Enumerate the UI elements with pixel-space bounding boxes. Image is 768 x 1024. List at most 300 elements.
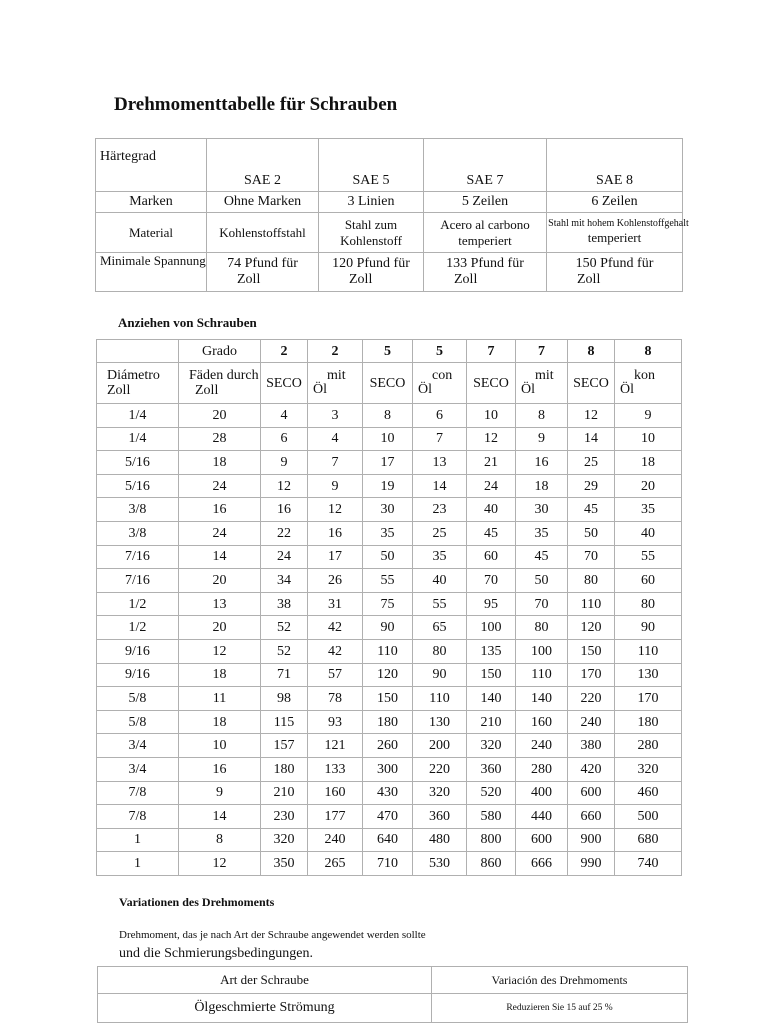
tension-unit: Zoll <box>349 272 373 287</box>
grade-cell: 2 <box>308 340 363 363</box>
condition-line1: con <box>432 368 453 383</box>
condition-cell <box>615 363 682 404</box>
torque-value-cell: 93 <box>308 710 363 734</box>
tension-unit: Zoll <box>454 272 478 287</box>
threads-cell: 20 <box>179 569 261 593</box>
torque-value-cell: 38 <box>261 592 308 616</box>
torque-value-cell: 320 <box>261 828 308 852</box>
marks-cell: 5 Zeilen <box>424 192 547 213</box>
torque-value-cell: 16 <box>516 451 568 475</box>
torque-value-cell: 170 <box>615 687 682 711</box>
grade-cell: 5 <box>363 340 413 363</box>
empty-cell <box>97 340 179 363</box>
threads-header <box>179 363 261 404</box>
torque-value-cell: 65 <box>413 616 467 640</box>
torque-value-cell: 150 <box>363 687 413 711</box>
diameter-cell: 5/16 <box>97 451 179 475</box>
torque-value-cell: 160 <box>308 781 363 805</box>
torque-value-cell: 210 <box>467 710 516 734</box>
condition-cell <box>308 363 363 404</box>
torque-value-cell: 17 <box>308 545 363 569</box>
torque-value-cell: 666 <box>516 852 568 876</box>
diameter-cell: 1/4 <box>97 404 179 428</box>
table-row <box>97 828 682 852</box>
threads-cell: 18 <box>179 451 261 475</box>
threads-cell: 8 <box>179 828 261 852</box>
torque-value-cell: 45 <box>516 545 568 569</box>
torque-value-cell: 430 <box>363 781 413 805</box>
condition-cell <box>516 363 568 404</box>
torque-value-cell: 130 <box>615 663 682 687</box>
torque-value-cell: 157 <box>261 734 308 758</box>
material-cell <box>319 213 424 253</box>
torque-value-cell: 10 <box>363 427 413 451</box>
torque-value-cell: 3 <box>308 404 363 428</box>
torque-value-cell: 640 <box>363 828 413 852</box>
torque-value-cell: 70 <box>467 569 516 593</box>
torque-value-cell: 55 <box>413 592 467 616</box>
marks-label: Marken <box>96 192 207 213</box>
section-heading-tightening: Anziehen von Schrauben <box>118 315 257 330</box>
torque-variation-header: Variación des Drehmoments <box>432 967 688 994</box>
diameter-cell: 7/8 <box>97 781 179 805</box>
condition-cell: SECO <box>568 363 615 404</box>
torque-value-cell: 660 <box>568 805 615 829</box>
torque-value-cell: 420 <box>568 757 615 781</box>
tension-unit: Zoll <box>237 272 261 287</box>
torque-value-cell: 25 <box>568 451 615 475</box>
torque-value-cell: 10 <box>467 404 516 428</box>
grades-table <box>95 138 689 292</box>
grade-cell: SAE 8 <box>547 139 683 192</box>
threads-cell: 14 <box>179 545 261 569</box>
torque-value-cell: 360 <box>467 757 516 781</box>
torque-value-cell: 110 <box>413 687 467 711</box>
material-cell <box>547 213 689 253</box>
diameter-cell: 1 <box>97 852 179 876</box>
torque-value-cell: 110 <box>363 639 413 663</box>
torque-value-cell: 180 <box>615 710 682 734</box>
diameter-cell: 7/8 <box>97 805 179 829</box>
diameter-cell: 3/4 <box>97 757 179 781</box>
torque-value-cell: 52 <box>261 639 308 663</box>
torque-value-cell: 860 <box>467 852 516 876</box>
torque-value-cell: 320 <box>615 757 682 781</box>
material-cell <box>207 213 319 253</box>
table-row <box>97 781 682 805</box>
torque-value-cell: 40 <box>467 498 516 522</box>
diameter-cell: 1/4 <box>97 427 179 451</box>
condition-line2: Öl <box>521 382 535 397</box>
diameter-cell: 9/16 <box>97 639 179 663</box>
grade-cell: 7 <box>467 340 516 363</box>
torque-value-cell: 45 <box>568 498 615 522</box>
torque-value-cell: 9 <box>615 404 682 428</box>
tension-label: Minimale Spannung <box>96 253 207 292</box>
torque-value-cell: 150 <box>467 663 516 687</box>
torque-value-cell: 121 <box>308 734 363 758</box>
diameter-cell: 9/16 <box>97 663 179 687</box>
torque-value-cell: 70 <box>568 545 615 569</box>
torque-value-cell: 80 <box>413 639 467 663</box>
torque-value-cell: 500 <box>615 805 682 829</box>
torque-value-cell: 140 <box>516 687 568 711</box>
diameter-cell: 1/2 <box>97 592 179 616</box>
threads-cell: 16 <box>179 498 261 522</box>
torque-value-cell: 530 <box>413 852 467 876</box>
torque-value-cell: 60 <box>467 545 516 569</box>
torque-value-cell: 240 <box>568 710 615 734</box>
torque-value-cell: 300 <box>363 757 413 781</box>
condition-line1: mit <box>327 368 346 383</box>
torque-value-cell: 55 <box>615 545 682 569</box>
torque-value-cell: 800 <box>467 828 516 852</box>
torque-value-cell: 600 <box>516 828 568 852</box>
diameter-line2: Zoll <box>107 383 131 398</box>
table-row <box>97 734 682 758</box>
torque-value-cell: 520 <box>467 781 516 805</box>
diameter-cell: 7/16 <box>97 569 179 593</box>
condition-cell: SECO <box>261 363 308 404</box>
condition-line1: kon <box>634 368 655 383</box>
torque-value-cell: 90 <box>615 616 682 640</box>
tension-value: 150 Pfund für <box>575 256 654 271</box>
torque-value-cell: 30 <box>363 498 413 522</box>
table-row <box>97 404 682 428</box>
material-line1: Stahl zum <box>344 216 398 232</box>
tension-cell <box>319 253 424 292</box>
torque-value-cell: 280 <box>615 734 682 758</box>
tension-value: 120 Pfund für <box>332 256 410 271</box>
torque-value-cell: 30 <box>516 498 568 522</box>
torque-value-cell: 140 <box>467 687 516 711</box>
threads-cell: 12 <box>179 852 261 876</box>
torque-value-cell: 78 <box>308 687 363 711</box>
condition-line2: Öl <box>418 382 432 397</box>
torque-value-cell: 200 <box>413 734 467 758</box>
material-line2: temperiert <box>587 229 642 245</box>
torque-value-cell: 280 <box>516 757 568 781</box>
diameter-cell: 5/16 <box>97 474 179 498</box>
torque-value-cell: 25 <box>413 521 467 545</box>
torque-value-cell: 55 <box>363 569 413 593</box>
torque-value-cell: 35 <box>363 521 413 545</box>
torque-value-cell: 80 <box>615 592 682 616</box>
torque-value-cell: 40 <box>413 569 467 593</box>
torque-value-cell: 8 <box>363 404 413 428</box>
variation-header-row <box>98 967 688 994</box>
torque-value-cell: 14 <box>568 427 615 451</box>
threads-cell: 20 <box>179 616 261 640</box>
torque-value-cell: 50 <box>363 545 413 569</box>
table-row <box>97 569 682 593</box>
torque-value-cell: 57 <box>308 663 363 687</box>
torque-value-cell: 13 <box>413 451 467 475</box>
torque-value-cell: 580 <box>467 805 516 829</box>
grade-cell: 5 <box>413 340 467 363</box>
torque-table <box>96 339 682 876</box>
tension-cell <box>547 253 683 292</box>
torque-value-cell: 34 <box>261 569 308 593</box>
torque-value-cell: 900 <box>568 828 615 852</box>
threads-cell: 20 <box>179 404 261 428</box>
threads-cell: 28 <box>179 427 261 451</box>
torque-value-cell: 50 <box>516 569 568 593</box>
diameter-cell: 7/16 <box>97 545 179 569</box>
torque-value-cell: 12 <box>308 498 363 522</box>
torque-value-cell: 19 <box>363 474 413 498</box>
torque-value-cell: 42 <box>308 639 363 663</box>
torque-value-cell: 710 <box>363 852 413 876</box>
material-line2: temperiert <box>458 232 512 248</box>
diameter-cell: 3/4 <box>97 734 179 758</box>
tension-cell <box>207 253 319 292</box>
torque-value-cell: 17 <box>363 451 413 475</box>
diameter-cell: 1 <box>97 828 179 852</box>
diameter-header <box>97 363 179 404</box>
torque-value-cell: 12 <box>568 404 615 428</box>
torque-grade-row <box>97 340 682 363</box>
threads-cell: 24 <box>179 474 261 498</box>
torque-value-cell: 23 <box>413 498 467 522</box>
torque-value-cell: 100 <box>516 639 568 663</box>
torque-value-cell: 110 <box>568 592 615 616</box>
marks-row <box>96 192 683 213</box>
torque-value-cell: 45 <box>467 521 516 545</box>
diameter-cell: 3/8 <box>97 498 179 522</box>
torque-value-cell: 110 <box>516 663 568 687</box>
torque-value-cell: 110 <box>615 639 682 663</box>
torque-value-cell: 4 <box>308 427 363 451</box>
torque-value-cell: 220 <box>568 687 615 711</box>
torque-value-cell: 6 <box>413 404 467 428</box>
torque-value-cell: 240 <box>308 828 363 852</box>
marks-cell: Ohne Marken <box>207 192 319 213</box>
torque-value-cell: 75 <box>363 592 413 616</box>
diameter-cell: 5/8 <box>97 710 179 734</box>
condition-cell <box>413 363 467 404</box>
description-line2: und die Schmierungsbedingungen. <box>119 946 314 961</box>
torque-value-cell: 400 <box>516 781 568 805</box>
torque-value-cell: 320 <box>467 734 516 758</box>
threads-cell: 18 <box>179 663 261 687</box>
torque-value-cell: 50 <box>568 521 615 545</box>
torque-value-cell: 4 <box>261 404 308 428</box>
torque-value-cell: 20 <box>615 474 682 498</box>
page-title: Drehmomenttabelle für Schrauben <box>114 94 398 115</box>
threads-line1: Fäden durch <box>189 368 259 383</box>
torque-value-cell: 150 <box>568 639 615 663</box>
torque-value-cell: 90 <box>413 663 467 687</box>
condition-line1: mit <box>535 368 554 383</box>
torque-value-cell: 29 <box>568 474 615 498</box>
bolt-type-header: Art der Schraube <box>98 967 432 994</box>
grades-header-row <box>96 139 683 192</box>
table-row <box>97 498 682 522</box>
table-row <box>97 474 682 498</box>
material-cell <box>424 213 547 253</box>
condition-cell: SECO <box>467 363 516 404</box>
table-row <box>97 757 682 781</box>
condition-cell: SECO <box>363 363 413 404</box>
torque-value-cell: 210 <box>261 781 308 805</box>
condition-line2: Öl <box>620 382 634 397</box>
threads-cell: 13 <box>179 592 261 616</box>
grade-label: Grado <box>179 340 261 363</box>
grade-cell: SAE 2 <box>207 139 319 192</box>
table-row <box>97 663 682 687</box>
torque-value-cell: 480 <box>413 828 467 852</box>
torque-value-cell: 260 <box>363 734 413 758</box>
torque-value-cell: 80 <box>568 569 615 593</box>
torque-value-cell: 160 <box>516 710 568 734</box>
torque-value-cell: 240 <box>516 734 568 758</box>
torque-value-cell: 71 <box>261 663 308 687</box>
torque-value-cell: 100 <box>467 616 516 640</box>
threads-cell: 9 <box>179 781 261 805</box>
variation-row <box>98 994 688 1023</box>
torque-value-cell: 177 <box>308 805 363 829</box>
torque-value-cell: 180 <box>261 757 308 781</box>
torque-value-cell: 740 <box>615 852 682 876</box>
torque-value-cell: 9 <box>261 451 308 475</box>
tension-unit: Zoll <box>577 272 601 287</box>
torque-value-cell: 12 <box>261 474 308 498</box>
torque-value-cell: 680 <box>615 828 682 852</box>
tension-cell <box>424 253 547 292</box>
grade-cell: 8 <box>568 340 615 363</box>
torque-value-cell: 80 <box>516 616 568 640</box>
material-line1: Acero al carbono <box>440 216 530 232</box>
torque-value-cell: 220 <box>413 757 467 781</box>
torque-value-cell: 26 <box>308 569 363 593</box>
grade-cell: SAE 5 <box>319 139 424 192</box>
marks-cell: 3 Linien <box>319 192 424 213</box>
torque-value-cell: 350 <box>261 852 308 876</box>
condition-line2: Öl <box>313 382 327 397</box>
table-row <box>97 451 682 475</box>
torque-value-cell: 320 <box>413 781 467 805</box>
torque-value-cell: 14 <box>413 474 467 498</box>
torque-value-cell: 16 <box>308 521 363 545</box>
torque-value-cell: 52 <box>261 616 308 640</box>
table-row <box>97 545 682 569</box>
diameter-cell: 1/2 <box>97 616 179 640</box>
threads-cell: 11 <box>179 687 261 711</box>
torque-value-cell: 35 <box>413 545 467 569</box>
torque-value-cell: 470 <box>363 805 413 829</box>
torque-value-cell: 7 <box>308 451 363 475</box>
torque-value-cell: 990 <box>568 852 615 876</box>
threads-cell: 10 <box>179 734 261 758</box>
torque-value-cell: 60 <box>615 569 682 593</box>
diameter-cell: 5/8 <box>97 687 179 711</box>
variation-table <box>97 966 688 1023</box>
threads-cell: 18 <box>179 710 261 734</box>
torque-value-cell: 35 <box>516 521 568 545</box>
grade-cell: 2 <box>261 340 308 363</box>
tension-value: 133 Pfund für <box>446 256 524 271</box>
torque-value-cell: 130 <box>413 710 467 734</box>
torque-value-cell: 16 <box>261 498 308 522</box>
torque-value-cell: 9 <box>516 427 568 451</box>
torque-value-cell: 70 <box>516 592 568 616</box>
threads-cell: 24 <box>179 521 261 545</box>
torque-value-cell: 22 <box>261 521 308 545</box>
torque-value-cell: 170 <box>568 663 615 687</box>
torque-value-cell: 98 <box>261 687 308 711</box>
threads-cell: 14 <box>179 805 261 829</box>
torque-value-cell: 120 <box>363 663 413 687</box>
torque-value-cell: 9 <box>308 474 363 498</box>
grade-cell: SAE 7 <box>424 139 547 192</box>
torque-value-cell: 12 <box>467 427 516 451</box>
table-row <box>97 616 682 640</box>
threads-cell: 16 <box>179 757 261 781</box>
torque-condition-row <box>97 363 682 404</box>
torque-value-cell: 440 <box>516 805 568 829</box>
material-label: Material <box>96 213 207 253</box>
torque-value-cell: 7 <box>413 427 467 451</box>
torque-value-cell: 18 <box>615 451 682 475</box>
torque-value-cell: 21 <box>467 451 516 475</box>
torque-value-cell: 133 <box>308 757 363 781</box>
torque-value-cell: 42 <box>308 616 363 640</box>
grade-cell: 7 <box>516 340 568 363</box>
material-line2: Kohlenstoff <box>340 232 402 248</box>
torque-value-cell: 460 <box>615 781 682 805</box>
material-row <box>96 213 683 253</box>
torque-value-cell: 10 <box>615 427 682 451</box>
table-row <box>97 805 682 829</box>
section-heading-variations: Variationen des Drehmoments <box>119 895 275 909</box>
torque-value-cell: 18 <box>516 474 568 498</box>
torque-value-cell: 265 <box>308 852 363 876</box>
torque-value-cell: 24 <box>261 545 308 569</box>
material-line1: Kohlenstoffstahl <box>219 224 306 240</box>
table-row <box>97 592 682 616</box>
marks-cell: 6 Zeilen <box>547 192 683 213</box>
torque-value-cell: 40 <box>615 521 682 545</box>
torque-value-cell: 6 <box>261 427 308 451</box>
torque-value-cell: 90 <box>363 616 413 640</box>
bolt-type-cell: Ölgeschmierte Strömung <box>98 994 432 1023</box>
threads-cell: 12 <box>179 639 261 663</box>
torque-value-cell: 380 <box>568 734 615 758</box>
table-row <box>97 687 682 711</box>
torque-value-cell: 35 <box>615 498 682 522</box>
torque-value-cell: 360 <box>413 805 467 829</box>
tension-row <box>96 253 683 292</box>
grade-cell: 8 <box>615 340 682 363</box>
table-row <box>97 852 682 876</box>
tension-value: 74 Pfund für <box>227 256 298 271</box>
torque-value-cell: 180 <box>363 710 413 734</box>
torque-value-cell: 31 <box>308 592 363 616</box>
torque-value-cell: 8 <box>516 404 568 428</box>
hardness-label: Härtegrad <box>96 139 207 192</box>
table-row <box>97 427 682 451</box>
diameter-line1: Diámetro <box>107 368 160 383</box>
torque-value-cell: 230 <box>261 805 308 829</box>
torque-value-cell: 95 <box>467 592 516 616</box>
diameter-cell: 3/8 <box>97 521 179 545</box>
description-line1: Drehmoment, das je nach Art der Schraube angewendet werden sollte <box>119 929 426 941</box>
table-row <box>97 710 682 734</box>
torque-value-cell: 120 <box>568 616 615 640</box>
torque-variation-cell: Reduzieren Sie 15 auf 25 % <box>432 994 688 1023</box>
table-row <box>97 639 682 663</box>
